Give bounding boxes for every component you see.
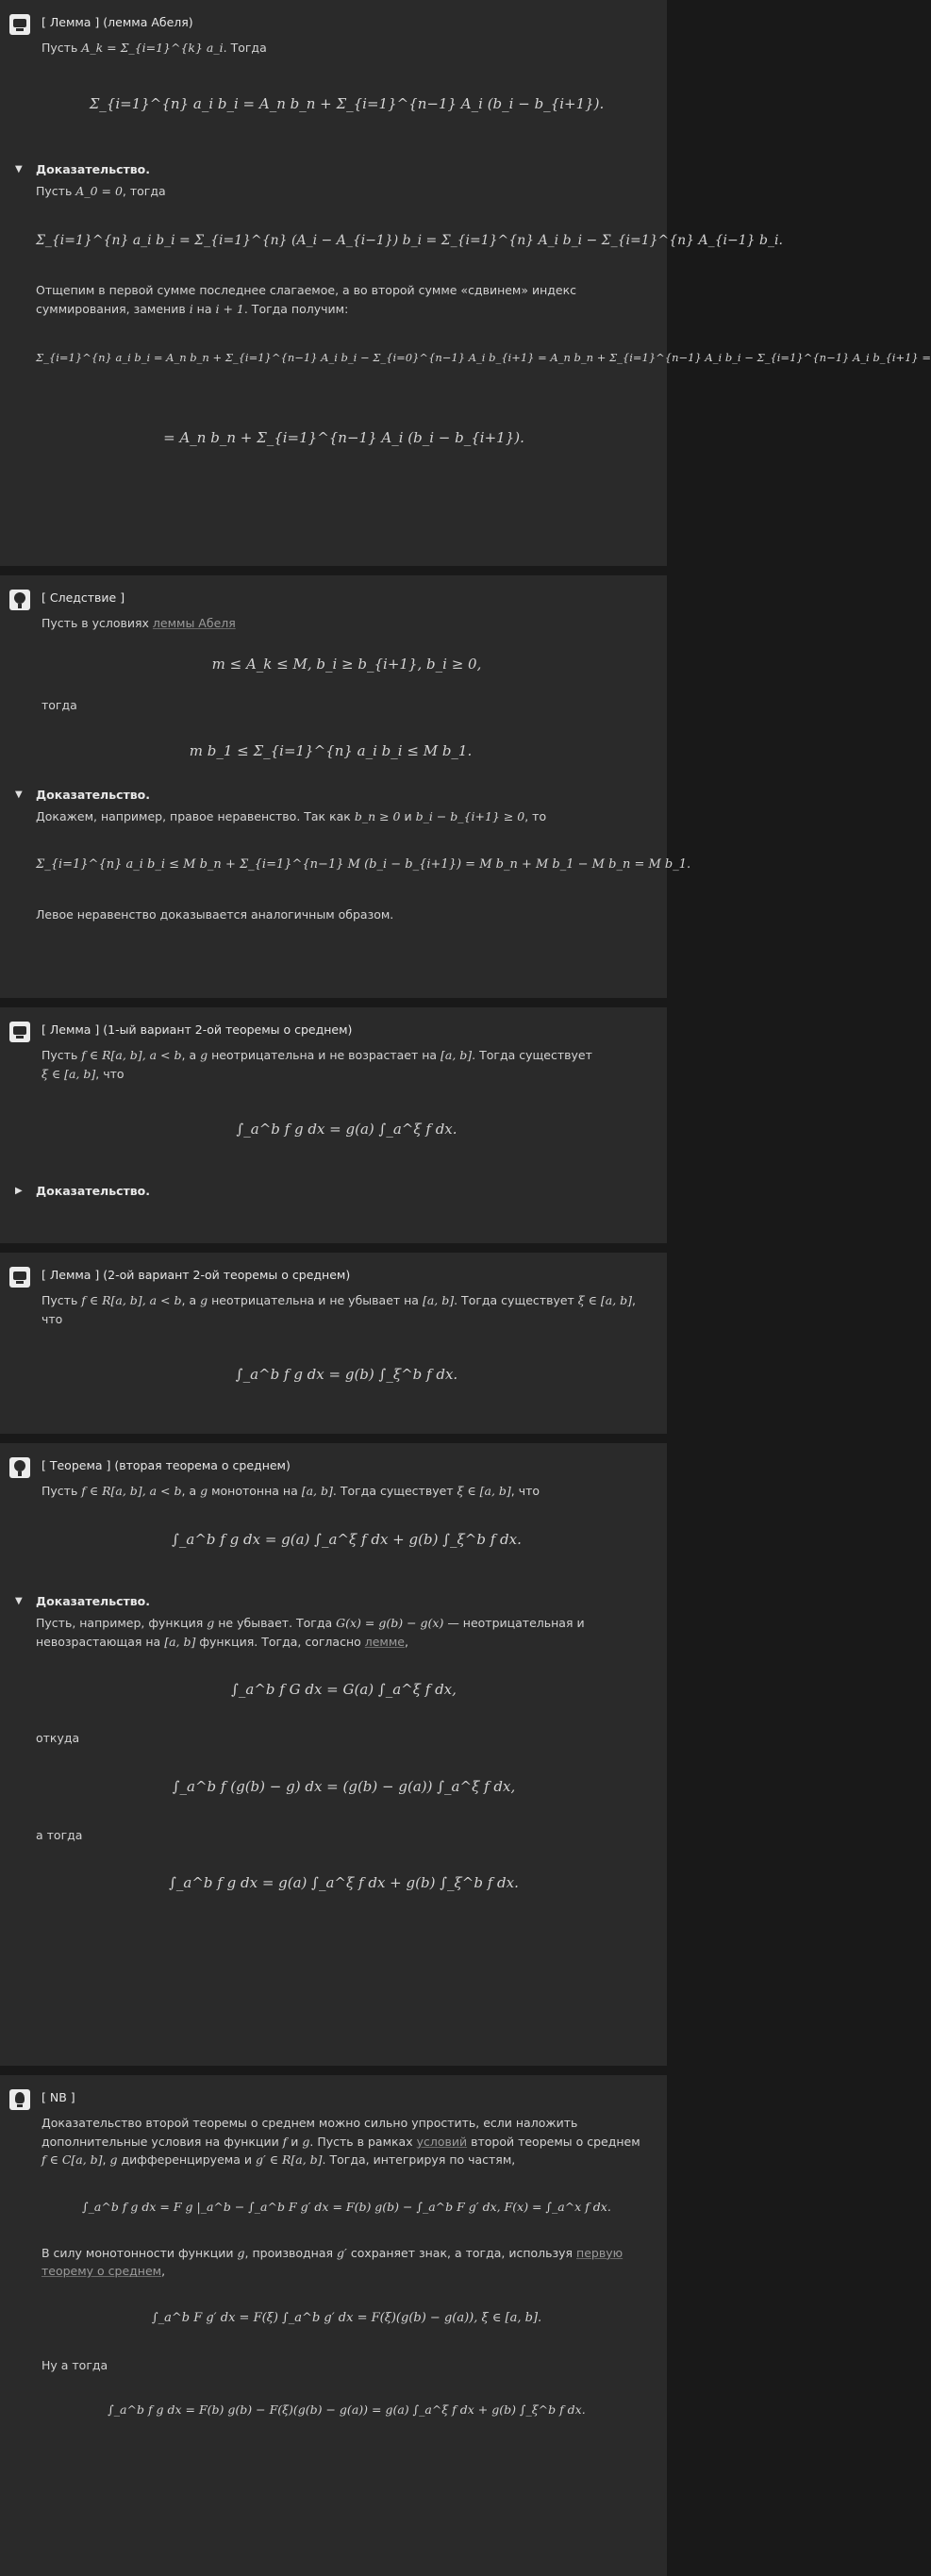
callout-theorem: [ Теорема ] (вторая теорема о среднем) Пусть f ∈ R[a, b], a < b, а g монотонна на [a, b]. Тогда существует ξ ∈ [a, b], что ∫_a^b f g dx = g(a) ∫_a^ξ f dx + g(b) ∫_ξ^b f dx. ▼ Доказательство. Пусть, например, функция g не убывает. Тогда G(x) = g(b) − g(x) — неотрицательная и невозрастающая на [a, b] функция. Тогда, согласно лемме, ∫_a^b f G dx = G(a) ∫_a^ξ f dx, откуда ∫_a^b f (g(b) − g) dx = (g(b) − g(a)) ∫_a^ξ f dx, а тогда ∫_a^b f g dx = g(a) ∫_a^ξ f dx + g(b) ∫_ξ^b f dx. [0, 1443, 667, 2066]
formula: Σ_{i=1}^{n} a_i b_i = A_n b_n + Σ_{i=1}^{n−1} A_i b_i − Σ_{i=0}^{n−1} A_i b_{i+1} = A_n b_n + Σ_{i=1}^{n−1} A_i b_i − Σ_{i=1}^{n−1} A_i b_{i+1} = [36, 351, 931, 365]
statement: Пусть A_k = Σ_{i=1}^{k} a_i. Тогда [42, 41, 267, 56]
triangle-down-icon: ▼ [15, 164, 23, 175]
triangle-down-icon: ▼ [15, 789, 23, 800]
formula: Σ_{i=1}^{n} a_i b_i = A_n b_n + Σ_{i=1}^{n−1} A_i (b_i − b_{i+1}). [89, 94, 605, 112]
callout-title: [ Лемма ] (1-ый вариант 2-ой теоремы о среднем) [42, 1022, 353, 1037]
first-mean-value-theorem-link[interactable]: первую теорему о среднем [42, 2245, 623, 2279]
proof-body: Пусть A_0 = 0, тогда Σ_{i=1}^{n} a_i b_i = Σ_{i=1}^{n} (A_i − A_{i−1}) b_i = Σ_{i=1}^{n} A_i b_i − Σ_{i=1}^{n} A_{i−1} b_i. Отщепим в первой сумме последнее слагаемое, а во второй сумме «сдвинем» индекс суммирования, заменив i на i + 1. Тогда получим: Σ_{i=1}^{n} a_i b_i = A_n b_n + Σ_{i=1}^{n−1} A_i b_i − Σ_{i=0}^{n−1} A_i b_{i+1} = A_n b_n + Σ_{i=1}^{n−1} A_i b_i − Σ_{i=1}^{n−1} A_i b_{i+1} = = A_n b_n + Σ_{i=1}^{n−1} A_i (b_i − b_{i+1}). [36, 182, 652, 449]
proof-toggle[interactable]: ▶ Доказательство. [15, 1184, 151, 1199]
bulb-icon [9, 2089, 30, 2110]
formula: ∫_a^b f g dx = g(a) ∫_a^ξ f dx + g(b) ∫_ξ^b f dx. [169, 1874, 519, 1892]
formula: ∫_a^b f g dx = g(a) ∫_a^ξ f dx. [236, 1121, 457, 1138]
proof-toggle[interactable]: ▼ Доказательство. [15, 162, 151, 176]
teacher-icon [9, 14, 30, 35]
triangle-down-icon: ▼ [15, 1596, 23, 1606]
triangle-right-icon: ▶ [15, 1186, 23, 1197]
proof-toggle[interactable]: ▼ Доказательство. [15, 787, 151, 802]
formula: ∫_a^b f g dx = F(b) g(b) − F(ξ)(g(b) − g(a)) = g(a) ∫_a^ξ f dx + g(b) ∫_ξ^b f dx. [108, 2402, 586, 2418]
arrow-icon [9, 590, 30, 610]
callout-lemma-mv1: [ Лемма ] (1-ый вариант 2-ой теоремы о среднем) Пусть f ∈ R[a, b], a < b, а g неотрицательна и не возрастает на [a, b]. Тогда существует ξ ∈ [a, b], что ∫_a^b f g dx = g(a) ∫_a^ξ f dx. ▶ Доказательство. [0, 1007, 667, 1243]
formula: m ≤ A_k ≤ M, b_i ≥ b_{i+1}, b_i ≥ 0, [211, 655, 482, 673]
abel-lemma-link[interactable]: леммы Абеля [152, 616, 236, 631]
puzzle-icon [9, 1457, 30, 1478]
callout-lemma-mv2: [ Лемма ] (2-ой вариант 2-ой теоремы о среднем) Пусть f ∈ R[a, b], a < b, а g неотрицательна и не убывает на [a, b]. Тогда существует ξ ∈ [a, b], что ∫_a^b f g dx = g(b) ∫_ξ^b f dx. [0, 1253, 667, 1434]
callout-lemma-abel [0, 0, 931, 566]
teacher-icon [9, 1267, 30, 1288]
proof-toggle[interactable]: ▼ Доказательство. [15, 1594, 151, 1608]
formula: Σ_{i=1}^{n} a_i b_i = Σ_{i=1}^{n} (A_i − A_{i−1}) b_i = Σ_{i=1}^{n} A_i b_i − Σ_{i=1}^{n} A_{i−1} b_i. [36, 232, 783, 248]
formula: m b_1 ≤ Σ_{i=1}^{n} a_i b_i ≤ M b_1. [189, 742, 473, 760]
formula: ∫_a^b f g dx = g(b) ∫_ξ^b f dx. [235, 1366, 458, 1384]
formula: ∫_a^b F g′ dx = F(ξ) ∫_a^b g′ dx = F(ξ)(g(b) − g(a)), ξ ∈ [a, b]. [151, 2310, 542, 2325]
callout-title: [ Лемма ] (лемма Абеля) [42, 15, 193, 29]
callout-title: [ Теорема ] (вторая теорема о среднем) [42, 1458, 291, 1472]
proof-body: Докажем, например, правое неравенство. Так как b_n ≥ 0 и b_i − b_{i+1} ≥ 0, то Σ_{i=1}^{n} a_i b_i ≤ M b_n + Σ_{i=1}^{n−1} M (b_i − b_{i+1}) = M b_n + M b_1 − M b_n = M b_1. Левое неравенство доказывается аналогичным образом. [36, 809, 691, 922]
conditions-link[interactable]: условий [416, 2134, 468, 2149]
formula: ∫_a^b f g dx = g(a) ∫_a^ξ f dx + g(b) ∫_ξ^b f dx. [172, 1530, 522, 1548]
callout-title: [ Лемма ] (2-ой вариант 2-ой теоремы о среднем) [42, 1268, 351, 1282]
lemma-link[interactable]: лемме [364, 1634, 405, 1649]
formula: ∫_a^b f (g(b) − g) dx = (g(b) − g(a)) ∫_a^ξ f dx, [172, 1777, 516, 1795]
callout-title: [ NB ] [42, 2090, 75, 2104]
teacher-icon [9, 1022, 30, 1042]
proof-body: Пусть, например, функция g не убывает. Тогда G(x) = g(b) − g(x) — неотрицательная и невозрастающая на [a, b] функция. Тогда, согласно лемме, ∫_a^b f G dx = G(a) ∫_a^ξ f dx, откуда ∫_a^b f (g(b) − g) dx = (g(b) − g(a)) ∫_a^ξ f dx, а тогда ∫_a^b f g dx = g(a) ∫_a^ξ f dx + g(b) ∫_ξ^b f dx. [36, 1614, 652, 1894]
callout-nb: [ NB ] Доказательство второй теоремы о среднем можно сильно упростить, если наложить дополнительные условия на функции f и g. Пусть в рамках условий второй теоремы о среднем f ∈ C[a, b], g дифференцируема и g′ ∈ R[a, b]. Тогда, интегрируя по частям, ∫_a^b f g dx = F g |_a^b − ∫_a^b F g′ dx = F(b) g(b) − ∫_a^b F g′ dx, F(x) = ∫_a^x f dx. В силу монотонности функции g, производная g′ сохраняет знак, а тогда, используя первую теорему о среднем, ∫_a^b F g′ dx = F(ξ) ∫_a^b g′ dx = F(ξ)(g(b) − g(a)), ξ ∈ [a, b]. Ну а тогда ∫_a^b f g dx = F(b) g(b) − F(ξ)(g(b) − g(a)) = g(a) ∫_a^ξ f dx + g(b) ∫_ξ^b f dx. [0, 2075, 667, 2576]
formula: ∫_a^b f G dx = G(a) ∫_a^ξ f dx, [231, 1681, 457, 1699]
formula: Σ_{i=1}^{n} a_i b_i ≤ M b_n + Σ_{i=1}^{n−1} M (b_i − b_{i+1}) = M b_n + M b_1 − M b_n = M b_1. [36, 857, 691, 873]
formula: = A_n b_n + Σ_{i=1}^{n−1} A_i (b_i − b_{i+1}). [163, 429, 524, 446]
callout-corollary: [ Следствие ] Пусть в условиях леммы Абеля m ≤ A_k ≤ M, b_i ≥ b_{i+1}, b_i ≥ 0, тогда m b_1 ≤ Σ_{i=1}^{n} a_i b_i ≤ M b_1. ▼ Доказательство. Докажем, например, правое неравенство. Так как b_n ≥ 0 и b_i − b_{i+1} ≥ 0, то Σ_{i=1}^{n} a_i b_i ≤ M b_n + Σ_{i=1}^{n−1} M (b_i − b_{i+1}) = M b_n + M b_1 − M b_n = M b_1. Левое неравенство доказывается аналогичным образом. [0, 575, 667, 998]
callout-title: [ Следствие ] [42, 590, 125, 605]
formula: ∫_a^b f g dx = F g |_a^b − ∫_a^b F g′ dx = F(b) g(b) − ∫_a^b F g′ dx, F(x) = ∫_a^x f dx. [82, 2199, 611, 2214]
